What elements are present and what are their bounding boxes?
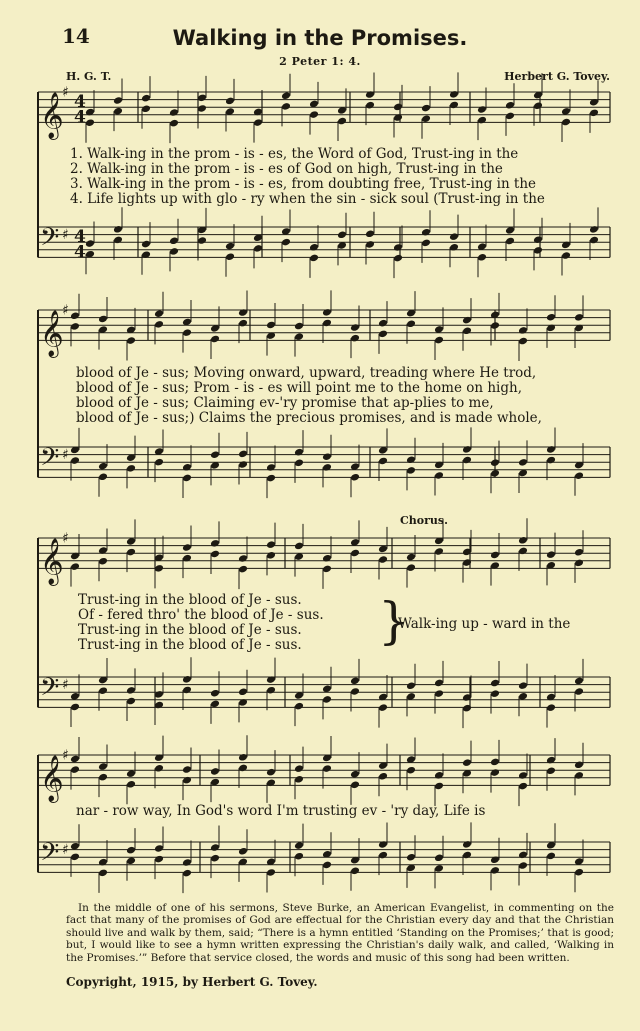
svg-text:♯: ♯ (62, 227, 69, 244)
svg-text:♯: ♯ (62, 447, 69, 464)
svg-text:4: 4 (74, 227, 86, 248)
svg-text:♯: ♯ (62, 84, 69, 101)
chorus-label: Chorus. (400, 514, 448, 527)
verse-3-line-3: Trust-ing in the blood of Je - sus. (78, 622, 302, 638)
svg-text:𝄢: 𝄢 (40, 442, 60, 478)
svg-text:♯: ♯ (62, 302, 69, 319)
page-number: 14 (62, 24, 90, 48)
verse-4-line-2: blood of Je - sus;) Claims the precious promises, and is made whole, (76, 410, 542, 426)
svg-text:𝄞: 𝄞 (40, 538, 64, 585)
svg-text:♯: ♯ (62, 747, 69, 764)
footnote-text: In the middle of one of his sermons, Steve Burke, an American Evangelist, in commenting on the fact that many of the promises of God are effectual for the Christian every day and that the Christian should live and walk by them, said; “There is a hymn entitled ‘Standing on the Promises;’ that is good; but, I would like to see a hymn written expressing the Christian's daily walk, and called, ‘Walking in the Promises.’” Before that service closed, the words and music of this song had been written. (66, 902, 614, 964)
svg-text:4: 4 (74, 242, 86, 263)
verse-3-line-1: 3. Walk-ing in the prom - is - es, from doubting free, Trust-ing in the (70, 176, 537, 192)
svg-text:♯: ♯ (62, 677, 69, 694)
verse-3-line-2: blood of Je - sus; Claiming ev-'ry promise that ap-plies to me, (76, 395, 494, 411)
scripture-reference: 2 Peter 1: 4. (279, 55, 361, 68)
verse-2-line-3: Of - fered thro' the blood of Je - sus. (78, 607, 324, 623)
svg-text:𝄢: 𝄢 (40, 222, 60, 258)
verse-1-line-3: Trust-ing in the blood of Je - sus. (78, 592, 302, 608)
verse-4-line-1: 4. Life lights up with glo - ry when the sin - sick soul (Trust-ing in the (70, 191, 545, 207)
chorus-line-1: Walk-ing up - ward in the (398, 616, 571, 632)
composer-credit: Herbert G. Tovey. (504, 70, 610, 83)
hymn-title: Walking in the Promises. (172, 26, 468, 50)
svg-text:𝄢: 𝄢 (40, 672, 60, 708)
svg-text:𝄞: 𝄞 (40, 755, 64, 802)
verse-4-line-3: Trust-ing in the blood of Je - sus. (78, 637, 302, 653)
svg-text:𝄞: 𝄞 (40, 92, 64, 139)
svg-text:4: 4 (74, 92, 86, 113)
lyricist-credit: H. G. T. (66, 70, 112, 83)
svg-text:𝄢: 𝄢 (40, 837, 60, 873)
verse-2-line-2: blood of Je - sus; Prom - is - es will point me to the home on high, (76, 380, 522, 396)
verse-2-line-1: 2. Walk-ing in the prom - is - es of God on high, Trust-ing in the (70, 161, 503, 177)
verse-brace: } (378, 592, 410, 650)
chorus-line-2: nar - row way, In God's word I'm trusting ev - 'ry day, Life is (76, 803, 486, 819)
verse-1-line-1: 1. Walk-ing in the prom - is - es, the Word of God, Trust-ing in the (70, 146, 519, 162)
svg-text:4: 4 (74, 107, 86, 128)
copyright-notice: Copyright, 1915, by Herbert G. Tovey. (66, 975, 318, 989)
svg-text:♯: ♯ (62, 530, 69, 547)
verse-1-line-2: blood of Je - sus; Moving onward, upward, treading where He trod, (76, 365, 537, 381)
svg-text:♯: ♯ (62, 842, 69, 859)
svg-text:𝄞: 𝄞 (40, 310, 64, 357)
